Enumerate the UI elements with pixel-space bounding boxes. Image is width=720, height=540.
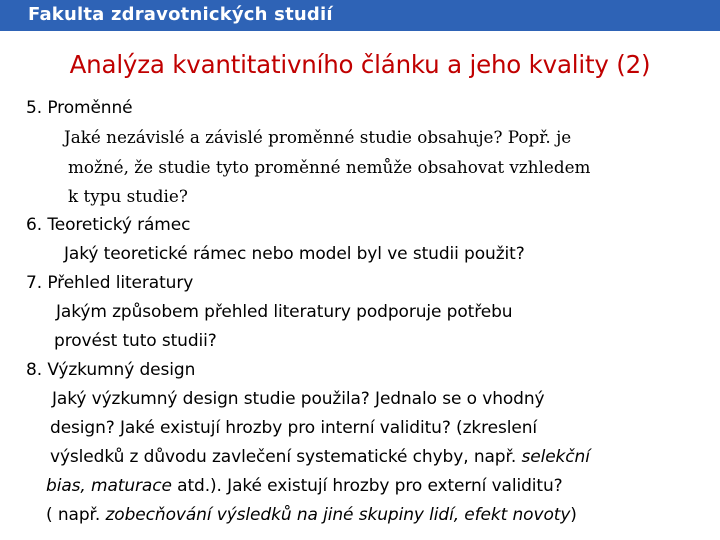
item-text-line — [46, 505, 577, 525]
item-text-line: možné, že studie tyto proměnné nemůže obsahovat vzhledem — [68, 157, 591, 177]
faculty-name: Fakulta zdravotnických studií — [28, 4, 333, 25]
slide-title: Analýza kvantitativního článku a jeho kvality (2) — [69, 50, 651, 79]
item-heading-framework: 6. Teoretický rámec — [26, 215, 191, 235]
item-heading-variables: 5. Proměnné — [26, 98, 133, 118]
text-segment: výsledků z důvodu zavlečení systematické chyby, např. — [50, 447, 522, 467]
italic-term: selekční — [521, 447, 590, 467]
item-text-line: Jaké nezávislé a závislé proměnné studie obsahuje? Popř. je — [64, 127, 572, 147]
italic-term: bias, maturace — [46, 476, 172, 496]
item-text-line — [46, 476, 563, 496]
item-heading-literature: 7. Přehled literatury — [26, 273, 194, 293]
item-heading-design: 8. Výzkumný design — [26, 360, 196, 380]
text-segment: atd.). Jaké existují hrozby pro externí validitu? — [171, 476, 563, 496]
text-segment: ( např. — [46, 505, 106, 525]
item-text-line: provést tuto studii? — [54, 331, 217, 351]
item-text-line: k typu studie? — [68, 186, 188, 206]
italic-term: zobecňování výsledků na jiné skupiny lidí, efekt novoty — [105, 505, 571, 525]
text-segment: ) — [570, 505, 577, 525]
item-text-line: Jakým způsobem přehled literatury podporuje potřebu — [56, 302, 513, 322]
item-text-line: Jaký výzkumný design studie použila? Jednalo se o vhodný — [52, 389, 545, 409]
header-bar — [0, 0, 720, 31]
item-text-line: design? Jaké existují hrozby pro interní validitu? (zkreslení — [50, 418, 538, 438]
item-text-line: Jaký teoretické rámec nebo model byl ve studii použit? — [64, 244, 525, 264]
item-text-line — [50, 447, 590, 467]
